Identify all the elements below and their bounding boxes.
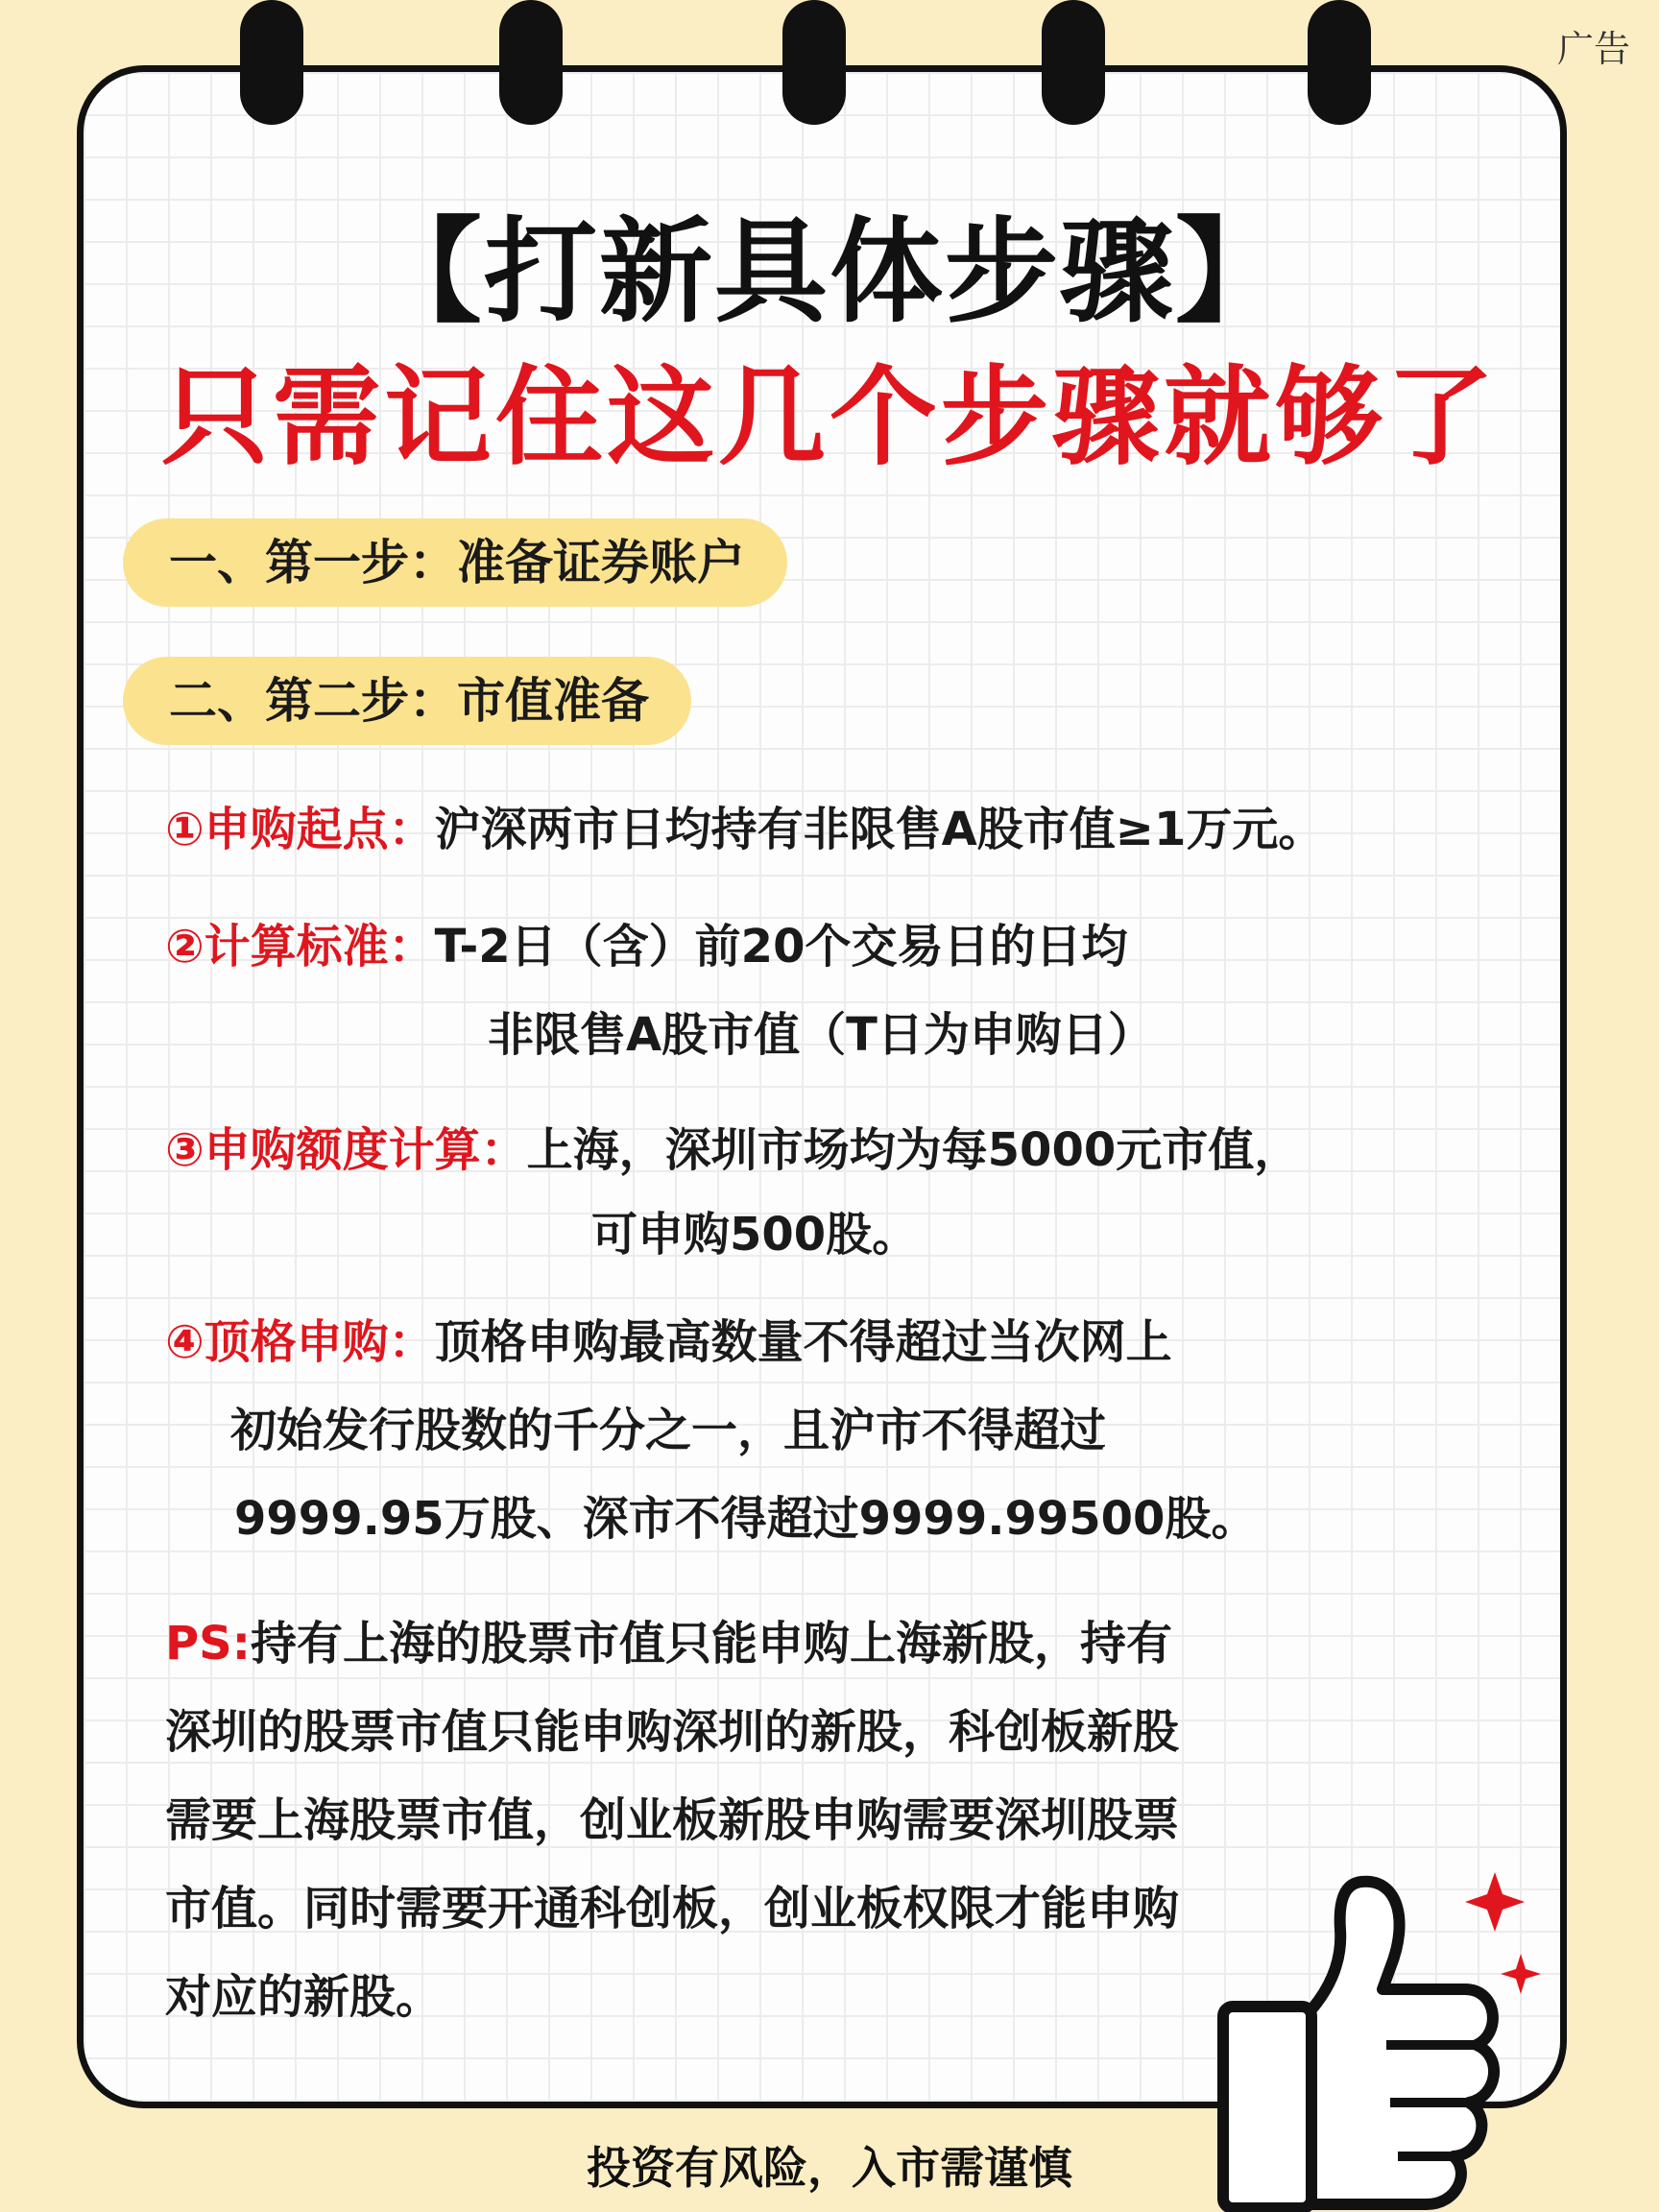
item-text-continuation: 非限售A股市值（T日为申购日） (488, 1008, 1154, 1062)
ad-label[interactable]: 广告 (1556, 28, 1630, 70)
ps-note (165, 1599, 1375, 2041)
binder-ring (240, 0, 303, 125)
item-label: ①申购起点： (165, 803, 435, 856)
item-text: 上海，深圳市场均为每5000元市值， (526, 1123, 1301, 1177)
step-1-pill: 一、第一步：准备证券账户 (123, 518, 787, 607)
step-2-pill: 二、第二步：市值准备 (123, 657, 691, 745)
page-title: 【打新具体步骤】 (368, 205, 1290, 338)
item-text-continuation: 9999.95万股、深市不得超过9999.99500股。 (234, 1492, 1258, 1546)
item-text: T-2日（含）前20个交易日的日均 (434, 920, 1128, 974)
item-subscription-threshold (165, 785, 1324, 874)
ps-line: 市值。同时需要开通科创板，创业板权限才能申购 (165, 1882, 1180, 1936)
item-text-continuation: 可申购500股。 (591, 1208, 919, 1262)
binder-ring (499, 0, 563, 125)
page-subtitle: 只需记住这几个步骤就够了 (161, 355, 1498, 480)
ps-line: 需要上海股票市值，创业板新股申购需要深圳股票 (165, 1793, 1180, 1847)
item-label: ④顶格申购： (165, 1315, 435, 1369)
item-quota-calculation (165, 1106, 1300, 1194)
ps-line: PS:持有上海的股票市值只能申购上海新股，持有 (165, 1617, 1172, 1671)
item-max-subscription (165, 1298, 1172, 1386)
item-label: ③申购额度计算： (165, 1123, 527, 1177)
item-text: 顶格申购最高数量不得超过当次网上 (434, 1315, 1172, 1369)
ps-line: 深圳的股票市值只能申购深圳的新股，科创板新股 (165, 1705, 1180, 1759)
item-label: ②计算标准： (165, 920, 435, 974)
risk-disclaimer: 投资有风险，入市需谨慎 (587, 2142, 1072, 2194)
item-text: 沪深两市日均持有非限售A股市值≥1万元。 (434, 803, 1325, 856)
binder-ring (1308, 0, 1371, 125)
binder-ring (782, 0, 846, 125)
item-text-continuation: 初始发行股数的千分之一，且沪市不得超过 (230, 1404, 1107, 1457)
ps-line: 对应的新股。 (165, 1970, 443, 2024)
ps-label: PS: (165, 1617, 251, 1671)
binder-ring (1042, 0, 1105, 125)
item-calculation-standard (165, 902, 1127, 991)
